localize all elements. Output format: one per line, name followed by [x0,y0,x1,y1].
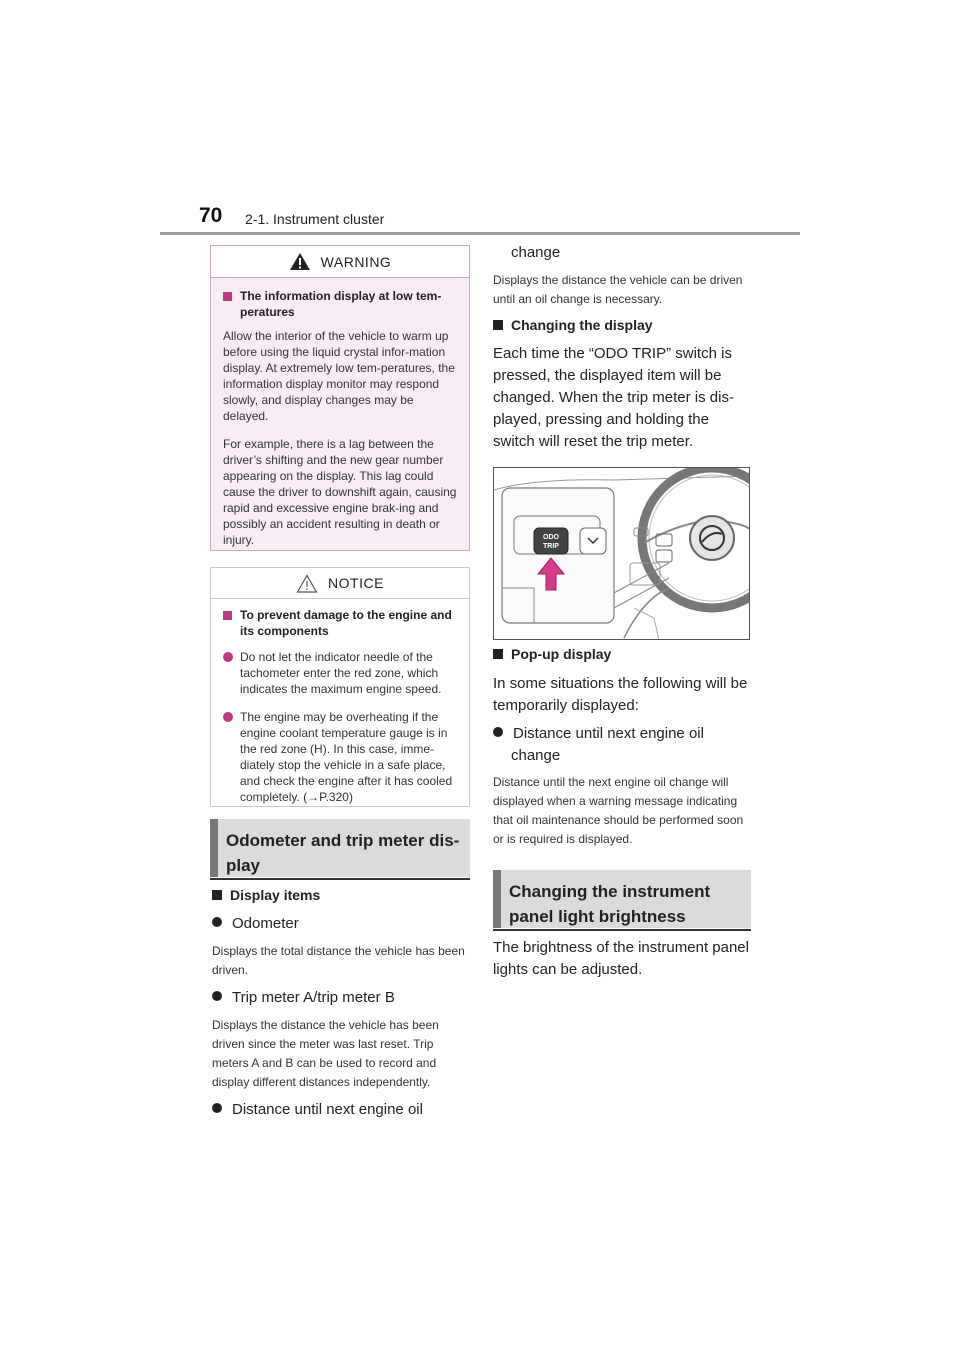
subheading-display-items: Display items [212,887,320,903]
warning-header [211,246,469,278]
square-bullet-icon [493,649,503,659]
dashboard-illustration [494,468,750,640]
circle-bullet-icon [212,917,222,927]
page-number: 70 [199,204,223,227]
section-header-odometer: Odometer and trip meter dis-play [210,819,470,877]
brightness-text: The brightness of the instrument panel lights can be adjusted. [493,939,749,978]
subheading-popup-display: Pop-up display [493,646,611,662]
circle-bullet-icon [212,1103,222,1113]
warning-title: WARNING [320,253,392,270]
circle-bullet-icon [212,991,222,1001]
section-header-brightness: Changing the instrument panel light brightness [493,870,751,928]
bullet-distance-oil: Distance until next engine oil [212,1099,423,1121]
square-bullet-icon [493,320,503,330]
warning-triangle-icon [289,252,311,271]
circle-bullet-icon [493,727,503,737]
odo-trip-switch-illustration [493,467,750,640]
square-bullet-icon [223,292,232,301]
odometer-description: Displays the total distance the vehicle has been driven. [212,944,465,977]
notice-heading: To prevent damage to the engine and its components [223,607,457,639]
section-title: 2-1. Instrument cluster [245,211,385,227]
warning-paragraph-2: For example, there is a lag between the driver’s shifting and the new gear number appearing on the display. This lag could cause the driver to downshift again, causing rapid and excessive engine brak-ing and possibly an accident resulting in death or injury. [223,437,457,547]
notice-item: Do not let the indicator needle of the tachometer enter the red zone, which indicates the maximum engine speed. [223,649,457,697]
button-label-trip: TRIP [543,543,559,550]
subheading-changing-display: Changing the display [493,317,653,333]
changing-display-text: Each time the “ODO TRIP” switch is pressed, the displayed item will be changed. When the trip meter is dis-played, pressing and holding the switch will reset the trip meter. [493,345,734,450]
popup-intro: In some situations the following will be temporarily displayed: [493,675,748,714]
warning-box [210,245,470,551]
square-bullet-icon [212,890,222,900]
warning-heading: The information display at low tem-peratures [223,288,457,320]
circle-bullet-icon [223,652,233,662]
button-label-odo: ODO [543,534,559,541]
bullet-trip-meter: Trip meter A/trip meter B [212,987,395,1009]
notice-header [211,568,469,599]
notice-box [210,567,470,807]
circle-bullet-icon [223,712,233,722]
bullet-odometer: Odometer [212,913,299,935]
popup-item-description: Distance until the next engine oil change will displayed when a warning message indicating that oil maintenance should be performed soon or is required is displayed. [493,775,744,846]
notice-item: The engine may be overheating if the engine coolant temperature gauge is in the red zone (H). In this case, imme-diately stop the vehicle in a safe place, and check the engine after it has cooled completely. (→P.320) [223,709,457,805]
caution-triangle-icon [296,574,318,593]
square-bullet-icon [223,611,232,620]
distance-oil-description: Displays the distance the vehicle can be driven until an oil change is necessary. [493,273,743,306]
notice-title: NOTICE [328,575,384,591]
trip-meter-description: Displays the distance the vehicle has been driven since the meter was last reset. Trip meters A and B can be used to record and display different distances independently. [212,1018,439,1089]
bullet-popup-item: Distance until next engine oil change [493,723,751,767]
header-divider [160,232,800,235]
bullet-distance-oil-continued: change [511,244,561,261]
warning-paragraph-1: Allow the interior of the vehicle to warm up before using the liquid crystal infor-mation display. At extremely low tem-peratures, the information display monitor may respond slowly, and display changes may be delayed. [223,329,455,423]
